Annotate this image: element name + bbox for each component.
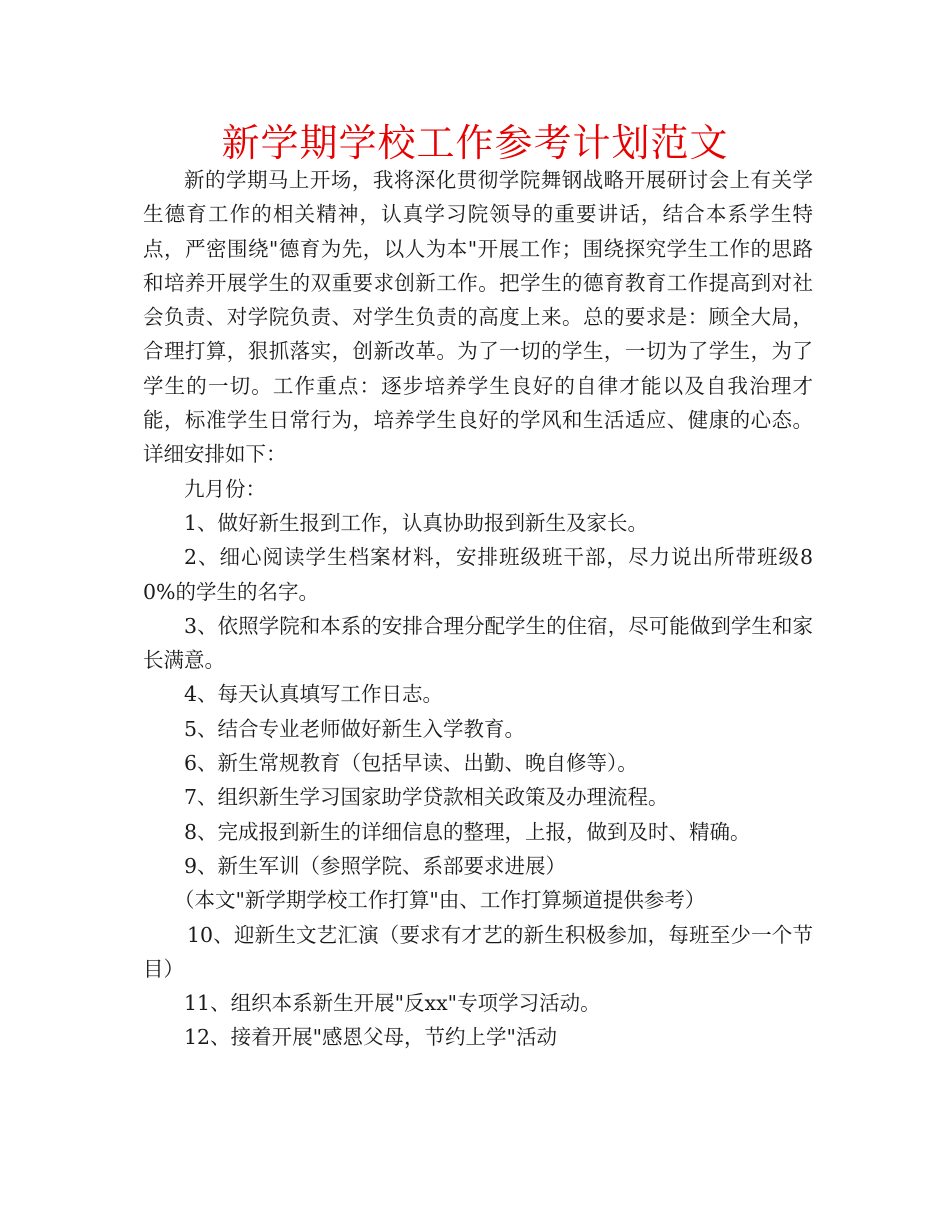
list-item: 3、依照学院和本系的安排合理分配学生的住宿，尽可能做到学生和家长满意。 (143, 613, 813, 673)
document-title: 新学期学校工作参考计划范文 (221, 121, 729, 165)
list-item: 5、结合专业老师做好新生入学教育。 (184, 716, 526, 741)
list-item: 7、组织新生学习国家助学贷款相关政策及办理流程。 (184, 785, 669, 810)
list-item: 6、新生常规教育（包括早读、出勤、晚自修等）。 (184, 751, 638, 776)
list-item: 12、接着开展"感恩父母，节约上学"活动 (184, 1025, 557, 1050)
intro-paragraph: 新的学期马上开场，我将深化贯彻学院舞钢战略开展研讨会上有关学生德育工作的相关精神，认真学习院领导的重要讲话，结合本系学生特点，严密围绕"德育为先，以人为本"开展工作；围绕探究学生工作的思路和培养开展学生的双重要求创新工作。把学生的德育教育工作提高到对社会负责、对学院负责、对学生负责的高度上来。总的要求是：顾全大局，合理打算，狠抓落实，创新改革。为了一切的学生，一切为了学生，为了学生的一切。工作重点：逐步培养学生良好的自律才能以及自我治理才能，标准学生日常行为，培养学生良好的学风和生活适应、健康的心态。详细安排如下： (143, 168, 813, 467)
list-item: 9、新生军训（参照学院、系部要求进展） (184, 853, 567, 878)
month-heading: 九月份： (184, 476, 266, 501)
list-item: 4、每天认真填写工作日志。 (184, 682, 444, 707)
list-item: 2、细心阅读学生档案材料，安排班级班干部，尽力说出所带班级80%的学生的名字。 (143, 545, 813, 604)
list-item: 10、迎新生文艺汇演（要求有才艺的新生积极参加，每班至少一个节目） (143, 922, 813, 981)
source-note: （本文"新学期学校工作打算"由、工作打算频道提供参考） (174, 888, 706, 913)
list-item: 1、做好新生报到工作，认真协助报到新生及家长。 (184, 510, 649, 535)
list-item: 11、组织本系新生开展"反xx"专项学习活动。 (184, 991, 601, 1016)
list-item: 8、完成报到新生的详细信息的整理，上报，做到及时、精确。 (184, 819, 751, 844)
document-body (143, 163, 813, 1055)
